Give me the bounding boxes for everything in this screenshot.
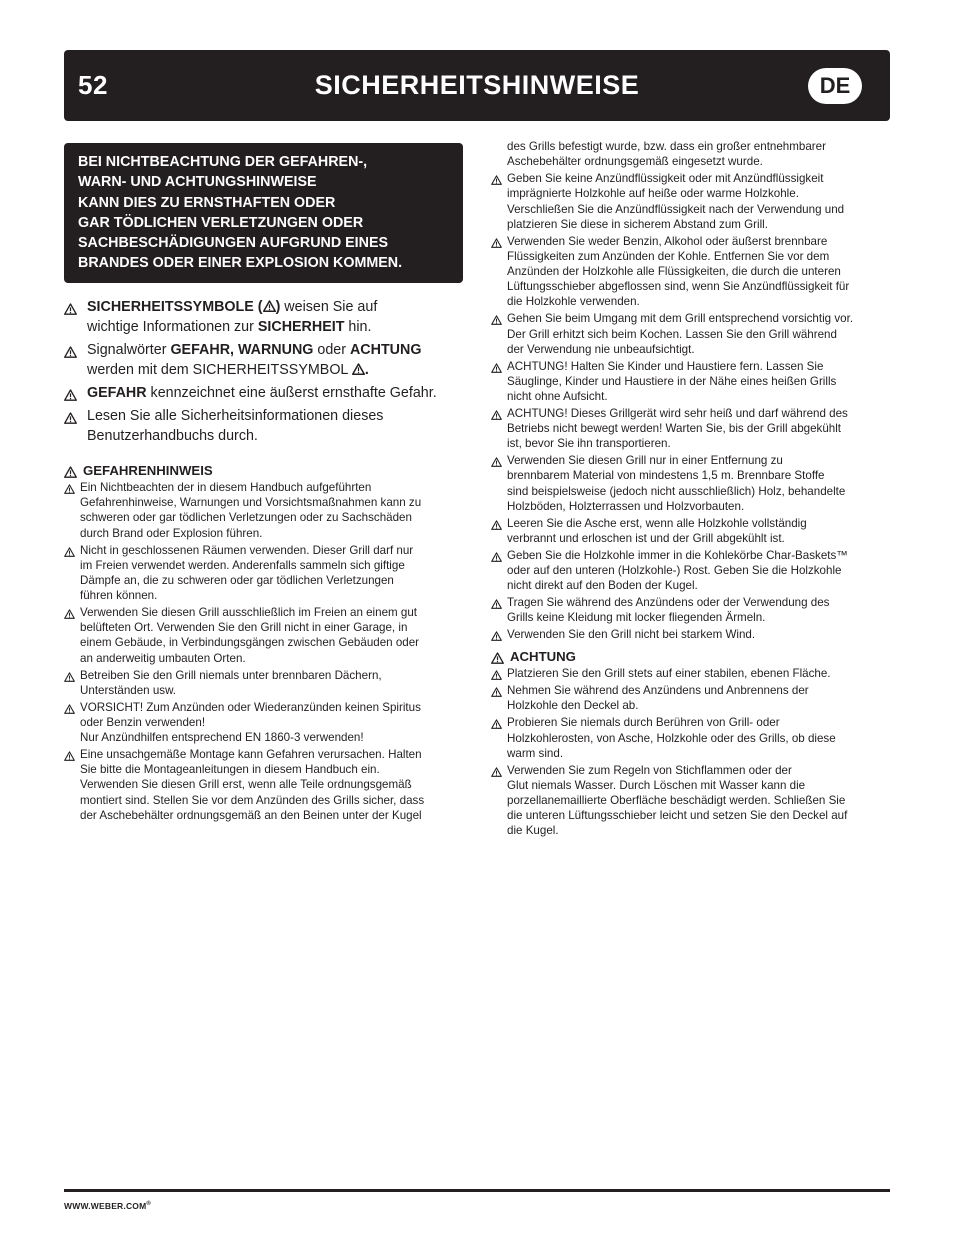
list-item-line: Gefahrenhinweise, Warnungen und Vorsichtsmaßnahmen kann zu [80, 496, 422, 510]
warning-triangle-icon [491, 455, 502, 470]
language-badge: DE [808, 68, 862, 104]
list-item-line: nicht direkt auf den Boden der Kugel. [507, 579, 698, 593]
warning-triangle-icon [491, 361, 502, 376]
list-item-line: brennbarem Material von mindestens 1,5 m. Brennbare Stoffe [507, 469, 825, 483]
list-item-line: einem Gebäude, in Verbindungsgängen zwischen Gebäuden oder [80, 636, 420, 650]
warning-triangle-icon [64, 482, 75, 497]
list-item [491, 359, 891, 405]
warning-triangle-icon [64, 409, 77, 429]
intro-bold: . [364, 362, 369, 378]
warning-box [64, 143, 463, 283]
list-item [491, 234, 891, 310]
list-item-line: Anzünden der Holzkohle alle Flüssigkeiten, die durch die unteren [507, 265, 841, 278]
list-item [491, 666, 891, 681]
page-header [64, 50, 890, 121]
list-item [491, 311, 891, 357]
list-item-line: ACHTUNG! Dieses Grillgerät wird sehr heiß und darf während des [507, 406, 848, 420]
warning-triangle-icon [64, 702, 75, 717]
list-item-line: ACHTUNG! Halten Sie Kinder und Haustiere fern. Lassen Sie [507, 359, 824, 373]
list-item-line: Verwenden Sie diesen Grill ausschließlich im Freien an einem gut [80, 606, 418, 619]
list-item-line: Verwenden Sie diesen Grill erst, wenn alle Teile ordnungsgemäß [80, 778, 412, 792]
list-item [64, 668, 464, 698]
list-item-line: nicht ohne Aufsicht. [507, 390, 608, 403]
intro-bold: SICHERHEIT [257, 319, 345, 335]
footer-url-text: WWW.WEBER.COM [64, 1201, 147, 1211]
list-item-line: porzellanemaillierte Oberfläche beschädigt werden. Schließen Sie [507, 794, 846, 808]
warning-triangle-icon [64, 545, 75, 560]
list-item-line: Verwenden Sie weder Benzin, Alkohol oder äußerst brennbare [507, 234, 828, 248]
warning-triangle-icon [491, 668, 502, 683]
warning-triangle-icon [491, 518, 502, 533]
list-item-line: der Verwendung nie unbeaufsichtigt. [507, 342, 695, 356]
list-item-line: Unterständen usw. [80, 683, 177, 697]
warning-triangle-icon [64, 343, 77, 363]
warning-triangle-icon [64, 300, 77, 320]
warning-triangle-icon [491, 313, 502, 328]
warning-triangle-icon [352, 362, 365, 378]
list-item-line: Ein Nichtbeachten der in diesem Handbuch aufgeführten [80, 481, 372, 494]
list-item-line: Der Grill erhitzt sich beim Kochen. Lassen Sie den Grill während [507, 327, 837, 341]
warning-triangle-icon [491, 550, 502, 565]
intro-text: wichtige Informationen zur [87, 319, 258, 335]
list-item-line: Lüftungsschieber abgeflossen sind, wenn Sie Anzündflüssigkeit für [507, 280, 850, 294]
list-item-line: VORSICHT! Zum Anzünden oder Wiederanzünden keinen Spiritus [80, 700, 421, 714]
warning-triangle-icon [491, 173, 502, 188]
list-item [64, 747, 464, 823]
list-item-line: verbrannt und erloschen ist und der Grill abgekühlt ist. [507, 531, 785, 545]
intro-item-symbols [64, 297, 464, 337]
list-item-line: Sie bitte die Montageanleitungen in diesem Handbuch ein. [80, 763, 380, 777]
footer-rule [64, 1189, 890, 1192]
intro-text: Signalwörter [87, 342, 171, 358]
list-item [64, 700, 464, 746]
list-item-line: belüfteten Ort. Verwenden Sie den Grill nicht in einer Garage, in [80, 621, 408, 635]
list-item-line: Geben Sie keine Anzündflüssigkeit oder mit Anzündflüssigkeit [507, 172, 824, 186]
list-item [491, 406, 891, 452]
list-item-line: Glut niemals Wasser. Durch Löschen mit Wasser kann die [507, 778, 806, 792]
list-item [64, 605, 464, 666]
intro-text: werden mit dem SICHERHEITSSYMBOL [87, 362, 352, 378]
list-item-line: Tragen Sie während des Anzündens oder der Verwendung des [507, 596, 830, 610]
warning-triangle-icon [491, 651, 504, 666]
intro-text: Lesen Sie alle Sicherheitsinformationen dieses [87, 408, 384, 424]
page-title: SICHERHEITSHINWEISE [314, 70, 640, 100]
warning-triangle-icon [64, 386, 77, 406]
warning-triangle-icon [491, 597, 502, 612]
list-item [491, 627, 891, 642]
list-item-line: ist, bevor Sie ihn transportieren. [507, 437, 671, 451]
list-item-line: imprägnierte Holzkohle auf heiße oder warme Holzkohle. [507, 187, 799, 201]
intro-bold: ) [275, 299, 281, 315]
list-item-line: Leeren Sie die Asche erst, wenn alle Holzkohle vollständig [507, 516, 807, 530]
list-item [491, 683, 891, 713]
list-item [491, 763, 891, 839]
intro-list [64, 297, 464, 449]
warning-triangle-icon [491, 685, 502, 700]
footer-registered-mark: ® [146, 1201, 152, 1208]
caution-list [491, 666, 891, 838]
list-item-line: Dämpfe an, die zu schweren oder gar tödlichen Verletzungen [80, 573, 394, 587]
right-column [491, 139, 891, 840]
list-item [491, 715, 891, 761]
list-item-line: Nur Anzündhilfen entsprechend EN 1860-3 verwenden! [80, 731, 364, 744]
list-item-line: Nehmen Sie während des Anzündens und Anbrennens der [507, 684, 809, 698]
intro-bold: ACHTUNG [349, 342, 422, 358]
intro-item-read [64, 406, 464, 446]
warning-triangle-icon [491, 236, 502, 251]
list-item-line: Säuglinge, Kinder und Haustiere in der Nähe eines heißen Grills [507, 374, 837, 388]
list-item-line: Betriebs nicht bewegt werden! Warten Sie, bis der Grill abgekühlt [507, 422, 842, 436]
list-item-line: die Kugel. [507, 824, 559, 838]
intro-bold: GEFAHR, WARNUNG [170, 342, 314, 358]
list-item-line: warm sind. [507, 746, 564, 760]
list-item-line: Eine unsachgemäße Montage kann Gefahren verursachen. Halten [80, 747, 422, 761]
list-item-line: Betreiben Sie den Grill niemals unter brennbaren Dächern, [80, 668, 382, 682]
list-item-line: an anderweitig umbauten Orten. [80, 651, 246, 665]
intro-text: hin. [344, 319, 372, 335]
list-item-line: Verschließen Sie die Anzündflüssigkeit nach der Verwendung und [507, 202, 845, 216]
list-item-line: Holzkohle den Deckel ab. [507, 699, 639, 713]
list-item-line: Geben Sie die Holzkohle immer in die Kohlekörbe Char-Baskets™ [507, 548, 848, 562]
warning-line: WARN- UND ACHTUNGSHINWEISE [78, 174, 317, 191]
list-item-line: schweren oder gar tödlichen Verletzungen oder zu Sachschäden [80, 511, 412, 525]
list-item-line: platzieren Sie diese in sicherem Abstand zum Grill. [507, 217, 768, 231]
caution-heading-text: ACHTUNG [510, 649, 576, 665]
list-item-line: Probieren Sie niemals durch Berühren von Grill- oder [507, 716, 780, 730]
list-item-line: die Holzkohle verwenden. [507, 295, 640, 309]
intro-text: oder [313, 342, 350, 358]
warning-triangle-icon [491, 765, 502, 780]
page-number: 52 [78, 70, 108, 100]
list-item-line: Verwenden Sie zum Regeln von Stichflammen oder der [507, 763, 792, 777]
list-item-line: Nicht in geschlossenen Räumen verwenden. Dieser Grill darf nur [80, 543, 414, 557]
list-item-line: Holzböden, Holzterrassen und Holzvorbauten. [507, 499, 745, 513]
list-item-line: Flüssigkeiten zum Anzünden der Kohle. Entfernen Sie vor dem [507, 249, 830, 263]
list-item [64, 543, 464, 604]
list-item-line: montiert sind. Stellen Sie vor dem Anzünden des Grills sicher, dass [80, 793, 425, 807]
list-item-line: Verwenden Sie den Grill nicht bei starkem Wind. [507, 628, 756, 642]
list-item-line: führen können. [80, 589, 158, 603]
intro-item-gefahr [64, 383, 464, 403]
list-item-line: durch Brand oder Explosion führen. [80, 526, 263, 540]
list-item-line: Gehen Sie beim Umgang mit dem Grill entsprechend vorsichtig vor. [507, 312, 854, 326]
intro-bold: SICHERHEITSSYMBOLE ( [87, 299, 263, 315]
continuation-line: des Grills befestigt wurde, bzw. dass ein großer entnehmbarer [507, 140, 826, 153]
list-item [491, 548, 891, 594]
danger-heading-text: GEFAHRENHINWEIS [83, 463, 213, 478]
warning-line: GAR TÖDLICHEN VERLETZUNGEN ODER [78, 214, 364, 231]
warning-triangle-icon [491, 408, 502, 423]
intro-text: Benutzerhandbuchs durch. [87, 428, 258, 444]
list-item [491, 171, 891, 232]
danger-section [64, 463, 464, 825]
list-item-line: Grills keine Kleidung mit locker fliegenden Ärmeln. [507, 611, 766, 625]
list-item [64, 480, 464, 541]
list-item-line: im Freien verwendet werden. Anderenfalls sammeln sich giftige [80, 558, 405, 572]
list-item-line: Platzieren Sie den Grill stets auf einer stabilen, ebenen Fläche. [507, 667, 831, 681]
warning-triangle-icon [64, 465, 77, 480]
list-item-line: Verwenden Sie diesen Grill nur in einer Entfernung zu [507, 454, 783, 468]
warning-triangle-icon [64, 607, 75, 622]
warning-line: BRANDES ODER EINER EXPLOSION KOMMEN. [78, 255, 403, 272]
list-item-line: Holzkohlerosten, von Asche, Holzkohle oder des Grills, ob diese [507, 731, 836, 745]
list-item-line: die unteren Lüftungsschieber leicht und setzen Sie den Deckel auf [507, 809, 848, 823]
list-item-line: der Aschebehälter ordnungsgemäß an den Beinen unter der Kugel [80, 808, 422, 822]
intro-text: kennzeichnet eine äußerst ernsthafte Gefahr. [146, 385, 437, 401]
warning-triangle-icon [64, 749, 75, 764]
warning-triangle-icon [491, 717, 502, 732]
intro-bold: GEFAHR [87, 385, 147, 401]
warning-line: BEI NICHTBEACHTUNG DER GEFAHREN-, [78, 154, 368, 170]
list-item-line: oder auf den unteren (Holzkohle-) Rost. Geben Sie die Holzkohle [507, 563, 842, 577]
list-item [491, 453, 891, 514]
danger-heading [64, 463, 464, 478]
list-item [491, 595, 891, 625]
list-item-line: oder Benzin verwenden! [80, 715, 206, 729]
warning-line: KANN DIES ZU ERNSTHAFTEN ODER [78, 194, 336, 211]
list-item-line: sind beispielsweise (jedoch nicht ausschließlich) Holz, behandelte [507, 484, 846, 498]
warning-triangle-icon [64, 670, 75, 685]
footer-url [64, 1201, 151, 1211]
list-item [491, 516, 891, 546]
warning-triangle-icon [263, 299, 276, 315]
danger-list [64, 480, 464, 823]
continuation-line: Aschebehälter ordnungsgemäß eingesetzt wurde. [507, 155, 763, 169]
intro-text: weisen Sie auf [280, 299, 378, 315]
warning-triangle-icon [491, 629, 502, 644]
caution-heading [491, 649, 891, 664]
right-list [491, 171, 891, 642]
intro-item-signalwords [64, 340, 464, 380]
warning-line: SACHBESCHÄDIGUNGEN AUFGRUND EINES [78, 235, 389, 252]
